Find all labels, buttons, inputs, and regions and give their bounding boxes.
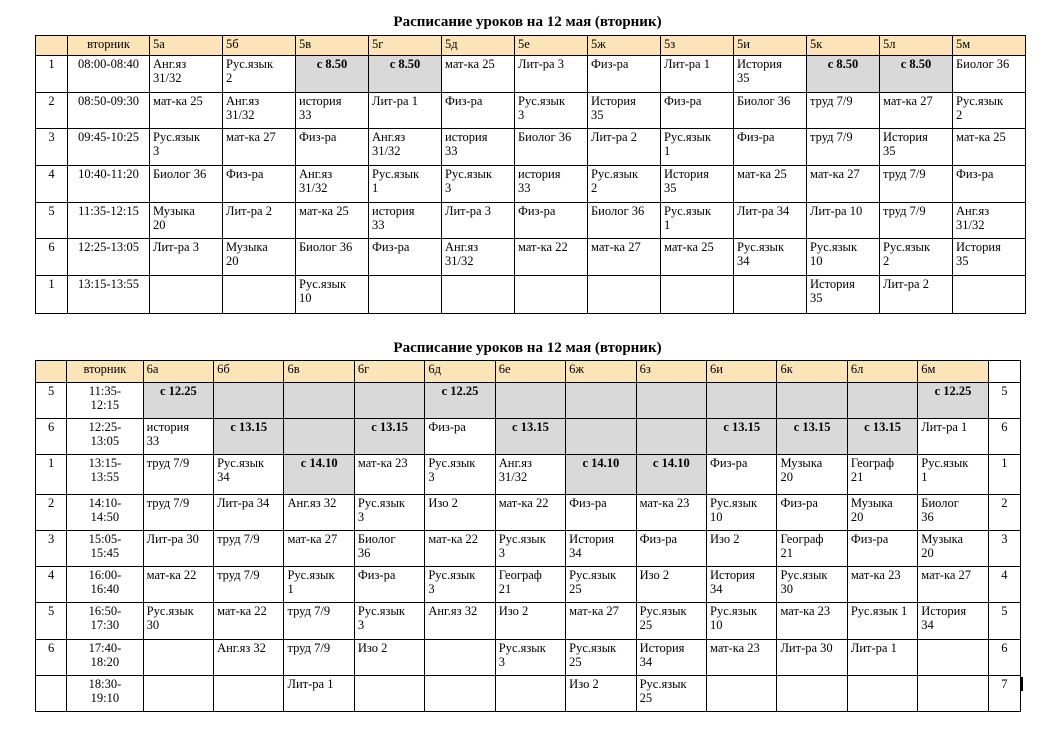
- lesson-cell: Физ-ра: [515, 203, 588, 239]
- lesson-time: 11:35- 12:15: [67, 383, 143, 419]
- lesson-cell: история 33: [143, 419, 213, 455]
- schedule-row: [36, 419, 1021, 455]
- lesson-cell: труд 7/9: [880, 166, 953, 203]
- header-day: вторник: [67, 361, 143, 383]
- lesson-cell: Рус.язык 3: [515, 93, 588, 129]
- lesson-cell: Лит-ра 3: [442, 203, 515, 239]
- text-cursor: [1021, 677, 1023, 691]
- lesson-time: 16:00- 16:40: [67, 567, 143, 603]
- lesson-cell: история 33: [515, 166, 588, 203]
- lesson-cell: [566, 419, 636, 455]
- lesson-cell: Рус.язык 2: [880, 239, 953, 276]
- lesson-cell: Биолог 36: [296, 239, 369, 276]
- lesson-number-right: 5: [988, 603, 1020, 640]
- lesson-cell: Рус.язык 1: [284, 567, 354, 603]
- lesson-cell: история 33: [296, 93, 369, 129]
- lesson-cell: [734, 276, 807, 314]
- lesson-cell: Рус.язык 3: [495, 640, 565, 676]
- lesson-cell: труд 7/9: [880, 203, 953, 239]
- lesson-cell: Рус.язык 30: [777, 567, 847, 603]
- lesson-cell: [515, 276, 588, 314]
- header-class: 6в: [284, 361, 354, 383]
- lesson-cell: Лит-ра 34: [214, 495, 284, 531]
- lesson-cell: Рус.язык 25: [566, 640, 636, 676]
- lesson-cell: Изо 2: [566, 676, 636, 712]
- lesson-cell: Рус.язык 1: [661, 129, 734, 166]
- lesson-cell: Биолог 36: [588, 203, 661, 239]
- lesson-cell: Музыка 20: [223, 239, 296, 276]
- lesson-cell: мат-ка 25: [734, 166, 807, 203]
- lesson-time: 08:50-09:30: [68, 93, 150, 129]
- lesson-cell: мат-ка 27: [880, 93, 953, 129]
- lesson-cell: мат-ка 23: [354, 455, 424, 495]
- schedule-row: [36, 276, 1026, 314]
- lesson-cell: Лит-ра 3: [515, 56, 588, 93]
- lesson-cell: труд 7/9: [143, 455, 213, 495]
- schedule-row: [36, 531, 1021, 567]
- lesson-cell: Рус.язык 10: [707, 495, 777, 531]
- shift-start-cell: с 13.15: [354, 419, 424, 455]
- shift-start-cell: с 12.25: [918, 383, 988, 419]
- header-class: 5з: [661, 36, 734, 56]
- lesson-number: 1: [36, 56, 68, 93]
- lesson-cell: Изо 2: [425, 495, 495, 531]
- lesson-cell: Лит-ра 1: [918, 419, 988, 455]
- lesson-cell: Музыка 20: [150, 203, 223, 239]
- lesson-cell: Рус.язык 1: [369, 166, 442, 203]
- lesson-number: 6: [36, 640, 67, 676]
- lesson-time: 14:10- 14:50: [67, 495, 143, 531]
- lesson-cell: труд 7/9: [284, 640, 354, 676]
- lesson-cell: Физ-ра: [369, 239, 442, 276]
- lesson-cell: [425, 640, 495, 676]
- lesson-cell: Музыка 20: [918, 531, 988, 567]
- schedule-row: [36, 383, 1021, 419]
- schedule-row: [36, 166, 1026, 203]
- lesson-cell: мат-ка 27: [566, 603, 636, 640]
- lesson-cell: мат-ка 27: [223, 129, 296, 166]
- lesson-cell: Анг.яз 32: [284, 495, 354, 531]
- lesson-cell: [777, 676, 847, 712]
- header-class: 6б: [214, 361, 284, 383]
- header-class: 6л: [847, 361, 917, 383]
- shift-start-cell: с 13.15: [214, 419, 284, 455]
- schedule-row: [36, 129, 1026, 166]
- shift-start-cell: с 13.15: [847, 419, 917, 455]
- lesson-number: 3: [36, 129, 68, 166]
- lesson-cell: Физ-ра: [296, 129, 369, 166]
- lesson-cell: Лит-ра 3: [150, 239, 223, 276]
- header-class: 6е: [495, 361, 565, 383]
- header-class: 6з: [636, 361, 706, 383]
- lesson-cell: Физ-ра: [425, 419, 495, 455]
- lesson-cell: Рус.язык 1: [661, 203, 734, 239]
- lesson-number-right: 1: [988, 455, 1020, 495]
- lesson-cell: труд 7/9: [214, 531, 284, 567]
- lesson-cell: [847, 383, 917, 419]
- lesson-cell: Рус.язык 34: [214, 455, 284, 495]
- schedule-table-5: [35, 35, 1026, 314]
- header-class: 5м: [953, 36, 1026, 56]
- lesson-number: 2: [36, 93, 68, 129]
- lesson-cell: мат-ка 23: [707, 640, 777, 676]
- lesson-cell: [918, 676, 988, 712]
- lesson-cell: мат-ка 22: [214, 603, 284, 640]
- lesson-cell: Изо 2: [354, 640, 424, 676]
- lesson-cell: Рус.язык 2: [223, 56, 296, 93]
- lesson-cell: мат-ка 27: [284, 531, 354, 567]
- lesson-cell: [284, 383, 354, 419]
- lesson-number: 4: [36, 567, 67, 603]
- lesson-number: 1: [36, 455, 67, 495]
- schedule-row: [36, 239, 1026, 276]
- lesson-cell: История 35: [661, 166, 734, 203]
- lesson-cell: [354, 383, 424, 419]
- lesson-cell: Рус.язык 25: [636, 603, 706, 640]
- lesson-cell: Географ 21: [847, 455, 917, 495]
- lesson-cell: Рус.язык 2: [953, 93, 1026, 129]
- lesson-cell: мат-ка 23: [636, 495, 706, 531]
- lesson-cell: Музыка 20: [777, 455, 847, 495]
- lesson-cell: Рус.язык 1: [918, 455, 988, 495]
- lesson-cell: [588, 276, 661, 314]
- lesson-cell: Физ-ра: [223, 166, 296, 203]
- lesson-cell: Лит-ра 30: [143, 531, 213, 567]
- lesson-cell: Физ-ра: [734, 129, 807, 166]
- header-corner: [36, 36, 68, 56]
- lesson-cell: Анг.яз 31/32: [150, 56, 223, 93]
- lesson-cell: [847, 676, 917, 712]
- lesson-cell: [953, 276, 1026, 314]
- lesson-cell: труд 7/9: [807, 93, 880, 129]
- lesson-number: 4: [36, 166, 68, 203]
- lesson-cell: мат-ка 25: [150, 93, 223, 129]
- lesson-cell: история 33: [369, 203, 442, 239]
- header-class: 6ж: [566, 361, 636, 383]
- lesson-cell: мат-ка 23: [847, 567, 917, 603]
- shift-start-cell: с 12.25: [143, 383, 213, 419]
- lesson-time: 12:25- 13:05: [67, 419, 143, 455]
- schedule-title-5: Расписание уроков на 12 мая (вторник): [393, 14, 662, 30]
- lesson-cell: Рус.язык 3: [442, 166, 515, 203]
- lesson-cell: Лит-ра 1: [284, 676, 354, 712]
- lesson-cell: [143, 676, 213, 712]
- lesson-cell: Рус.язык 34: [734, 239, 807, 276]
- lesson-cell: Биолог 36: [150, 166, 223, 203]
- shift-start-cell: с 14.10: [636, 455, 706, 495]
- lesson-cell: Лит-ра 2: [588, 129, 661, 166]
- lesson-cell: Биолог 36: [734, 93, 807, 129]
- schedule-table-6: [35, 360, 1021, 712]
- lesson-cell: Изо 2: [495, 603, 565, 640]
- header-day: вторник: [68, 36, 150, 56]
- header-class: 5а: [150, 36, 223, 56]
- header-class: 5к: [807, 36, 880, 56]
- header-class: 5л: [880, 36, 953, 56]
- schedule-row: [36, 455, 1021, 495]
- lesson-cell: Физ-ра: [636, 531, 706, 567]
- lesson-cell: [707, 383, 777, 419]
- shift-start-cell: с 13.15: [707, 419, 777, 455]
- header-class: 5е: [515, 36, 588, 56]
- lesson-cell: [425, 676, 495, 712]
- lesson-cell: Физ-ра: [442, 93, 515, 129]
- lesson-cell: Рус.язык 2: [588, 166, 661, 203]
- lesson-cell: Физ-ра: [777, 495, 847, 531]
- lesson-cell: Лит-ра 1: [369, 93, 442, 129]
- lesson-cell: мат-ка 22: [425, 531, 495, 567]
- lesson-number: 2: [36, 495, 67, 531]
- lesson-number-right: 7: [988, 676, 1020, 712]
- schedule-row: [36, 203, 1026, 239]
- lesson-cell: Биолог 36: [918, 495, 988, 531]
- lesson-cell: Анг.яз 31/32: [442, 239, 515, 276]
- header-class: 5д: [442, 36, 515, 56]
- lesson-cell: Анг.яз 31/32: [369, 129, 442, 166]
- header-end: [988, 361, 1020, 383]
- lesson-number-right: 2: [988, 495, 1020, 531]
- shift-start-cell: с 8.50: [369, 56, 442, 93]
- shift-start-cell: с 12.25: [425, 383, 495, 419]
- shift-start-cell: с 13.15: [495, 419, 565, 455]
- schedule-row: [36, 93, 1026, 129]
- lesson-time: 09:45-10:25: [68, 129, 150, 166]
- lesson-cell: Физ-ра: [707, 455, 777, 495]
- lesson-cell: Физ-ра: [354, 567, 424, 603]
- lesson-cell: [214, 383, 284, 419]
- lesson-cell: История 34: [918, 603, 988, 640]
- lesson-cell: Лит-ра 30: [777, 640, 847, 676]
- shift-start-cell: с 13.15: [777, 419, 847, 455]
- lesson-cell: Физ-ра: [588, 56, 661, 93]
- lesson-cell: [636, 383, 706, 419]
- header-class: 6г: [354, 361, 424, 383]
- lesson-cell: История 35: [588, 93, 661, 129]
- lesson-cell: История 34: [636, 640, 706, 676]
- lesson-time: 16:50- 17:30: [67, 603, 143, 640]
- lesson-cell: мат-ка 22: [143, 567, 213, 603]
- lesson-time: 15:05- 15:45: [67, 531, 143, 567]
- lesson-cell: мат-ка 27: [807, 166, 880, 203]
- lesson-time: 10:40-11:20: [68, 166, 150, 203]
- lesson-cell: [636, 419, 706, 455]
- lesson-cell: История 35: [807, 276, 880, 314]
- schedule-row: [36, 56, 1026, 93]
- lesson-number: 1: [36, 276, 68, 314]
- lesson-cell: [661, 276, 734, 314]
- lesson-cell: Физ-ра: [847, 531, 917, 567]
- lesson-cell: Анг.яз 31/32: [953, 203, 1026, 239]
- lesson-cell: [918, 640, 988, 676]
- lesson-cell: труд 7/9: [807, 129, 880, 166]
- lesson-cell: [707, 676, 777, 712]
- lesson-cell: Географ 21: [495, 567, 565, 603]
- lesson-number-right: 6: [988, 419, 1020, 455]
- lesson-cell: [214, 676, 284, 712]
- header-class: 6и: [707, 361, 777, 383]
- shift-start-cell: с 8.50: [807, 56, 880, 93]
- lesson-cell: Анг.яз 31/32: [495, 455, 565, 495]
- lesson-cell: Физ-ра: [661, 93, 734, 129]
- schedule-row: [36, 603, 1021, 640]
- lesson-cell: труд 7/9: [143, 495, 213, 531]
- lesson-cell: Рус.язык 3: [495, 531, 565, 567]
- lesson-cell: Биолог 36: [515, 129, 588, 166]
- lesson-cell: Физ-ра: [953, 166, 1026, 203]
- lesson-cell: Анг.яз 31/32: [223, 93, 296, 129]
- lesson-time: 17:40- 18:20: [67, 640, 143, 676]
- shift-start-cell: с 8.50: [296, 56, 369, 93]
- lesson-number: 6: [36, 419, 67, 455]
- lesson-cell: [223, 276, 296, 314]
- lesson-cell: Биолог 36: [953, 56, 1026, 93]
- lesson-time: 18:30- 19:10: [67, 676, 143, 712]
- shift-start-cell: с 14.10: [566, 455, 636, 495]
- header-class: 6д: [425, 361, 495, 383]
- lesson-cell: мат-ка 25: [661, 239, 734, 276]
- lesson-cell: Рус.язык 10: [807, 239, 880, 276]
- lesson-cell: История 35: [880, 129, 953, 166]
- lesson-cell: мат-ка 27: [918, 567, 988, 603]
- lesson-cell: Рус.язык 10: [296, 276, 369, 314]
- lesson-number-right: 4: [988, 567, 1020, 603]
- header-class: 6м: [918, 361, 988, 383]
- lesson-cell: Лит-ра 34: [734, 203, 807, 239]
- lesson-cell: [495, 383, 565, 419]
- lesson-cell: Рус.язык 1: [847, 603, 917, 640]
- lesson-cell: мат-ка 25: [442, 56, 515, 93]
- header-class: 6к: [777, 361, 847, 383]
- lesson-number-right: 5: [988, 383, 1020, 419]
- lesson-cell: Рус.язык 3: [354, 495, 424, 531]
- lesson-cell: История 34: [566, 531, 636, 567]
- lesson-cell: Географ 21: [777, 531, 847, 567]
- header-class: 5г: [369, 36, 442, 56]
- shift-start-cell: с 8.50: [880, 56, 953, 93]
- lesson-cell: Рус.язык 3: [354, 603, 424, 640]
- lesson-cell: Рус.язык 30: [143, 603, 213, 640]
- lesson-cell: Рус.язык 10: [707, 603, 777, 640]
- header-class: 5б: [223, 36, 296, 56]
- lesson-number-right: 3: [988, 531, 1020, 567]
- schedule-row: [36, 640, 1021, 676]
- lesson-cell: труд 7/9: [214, 567, 284, 603]
- lesson-number: [36, 676, 67, 712]
- lesson-cell: Анг.яз 32: [214, 640, 284, 676]
- lesson-cell: мат-ка 27: [588, 239, 661, 276]
- lesson-time: 11:35-12:15: [68, 203, 150, 239]
- lesson-cell: Изо 2: [707, 531, 777, 567]
- lesson-cell: Изо 2: [636, 567, 706, 603]
- lesson-cell: Анг.яз 31/32: [296, 166, 369, 203]
- lesson-cell: [495, 676, 565, 712]
- header-corner: [36, 361, 67, 383]
- header-class: 5ж: [588, 36, 661, 56]
- lesson-cell: мат-ка 22: [495, 495, 565, 531]
- lesson-cell: [143, 640, 213, 676]
- lesson-cell: мат-ка 25: [953, 129, 1026, 166]
- lesson-cell: Биолог 36: [354, 531, 424, 567]
- schedule-row: [36, 495, 1021, 531]
- lesson-cell: Рус.язык 3: [150, 129, 223, 166]
- schedule-row: [36, 676, 1021, 712]
- header-class: 6а: [143, 361, 213, 383]
- lesson-cell: Рус.язык 3: [425, 455, 495, 495]
- lesson-cell: Лит-ра 1: [661, 56, 734, 93]
- lesson-cell: [777, 383, 847, 419]
- lesson-cell: [566, 383, 636, 419]
- lesson-cell: Лит-ра 1: [847, 640, 917, 676]
- lesson-time: 13:15-13:55: [68, 276, 150, 314]
- lesson-cell: мат-ка 25: [296, 203, 369, 239]
- lesson-cell: Лит-ра 10: [807, 203, 880, 239]
- lesson-cell: История 34: [707, 567, 777, 603]
- lesson-cell: Лит-ра 2: [223, 203, 296, 239]
- lesson-cell: Лит-ра 2: [880, 276, 953, 314]
- lesson-cell: Рус.язык 3: [425, 567, 495, 603]
- lesson-number-right: 6: [988, 640, 1020, 676]
- lesson-cell: [369, 276, 442, 314]
- lesson-cell: Физ-ра: [566, 495, 636, 531]
- lesson-cell: труд 7/9: [284, 603, 354, 640]
- lesson-cell: мат-ка 23: [777, 603, 847, 640]
- lesson-number: 6: [36, 239, 68, 276]
- lesson-cell: История 35: [953, 239, 1026, 276]
- lesson-cell: Музыка 20: [847, 495, 917, 531]
- lesson-number: 5: [36, 203, 68, 239]
- lesson-time: 08:00-08:40: [68, 56, 150, 93]
- lesson-time: 13:15- 13:55: [67, 455, 143, 495]
- lesson-number: 5: [36, 383, 67, 419]
- lesson-time: 12:25-13:05: [68, 239, 150, 276]
- lesson-cell: история 33: [442, 129, 515, 166]
- schedule-row: [36, 567, 1021, 603]
- lesson-number: 3: [36, 531, 67, 567]
- schedule-title-6: Расписание уроков на 12 мая (вторник): [393, 340, 662, 356]
- lesson-cell: [284, 419, 354, 455]
- lesson-cell: [442, 276, 515, 314]
- lesson-cell: Рус.язык 25: [566, 567, 636, 603]
- lesson-cell: Анг.яз 32: [425, 603, 495, 640]
- lesson-cell: [150, 276, 223, 314]
- lesson-number: 5: [36, 603, 67, 640]
- lesson-cell: [354, 676, 424, 712]
- shift-start-cell: с 14.10: [284, 455, 354, 495]
- lesson-cell: Рус.язык 25: [636, 676, 706, 712]
- lesson-cell: мат-ка 22: [515, 239, 588, 276]
- header-class: 5и: [734, 36, 807, 56]
- lesson-cell: История 35: [734, 56, 807, 93]
- header-class: 5в: [296, 36, 369, 56]
